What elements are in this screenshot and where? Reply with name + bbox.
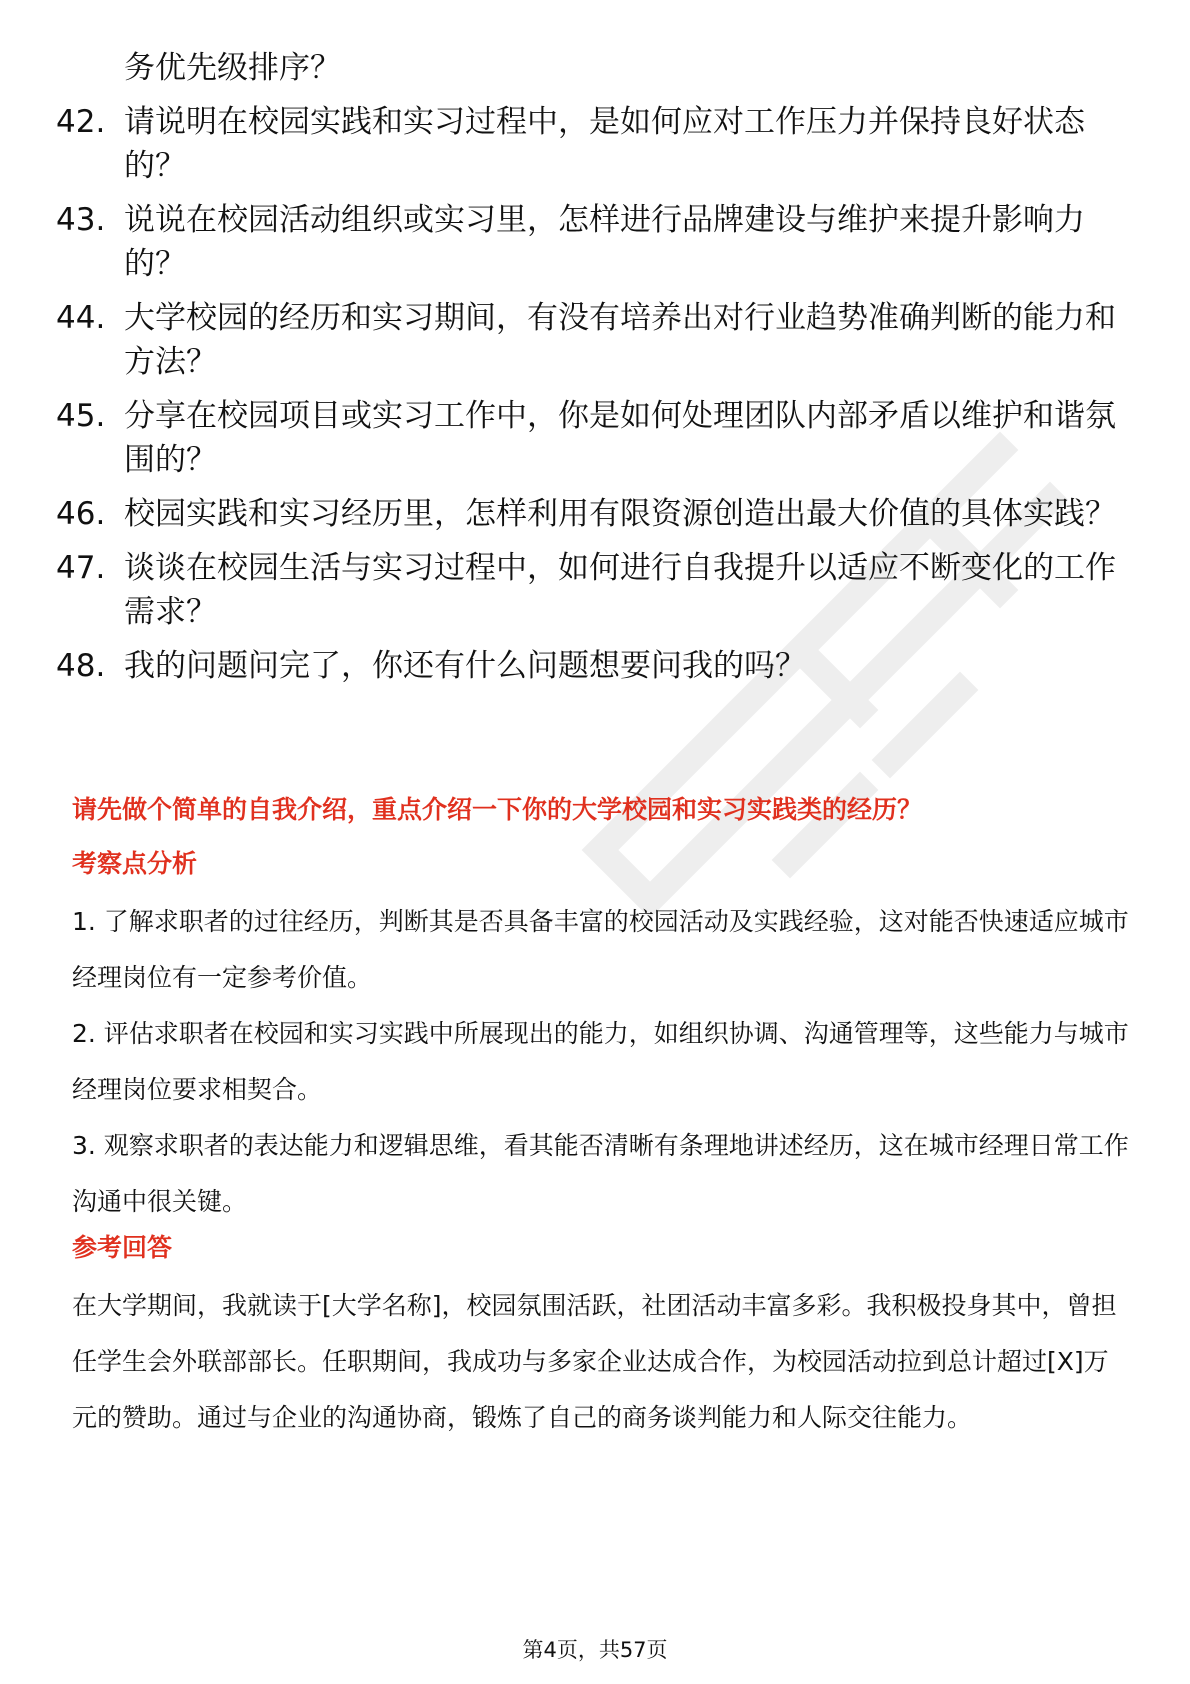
reference-answer: 在大学期间，我就读于[大学名称]，校园氛围活跃，社团活动丰富多彩。我积极投身其中，曾担任学生会外联部部长。任职期间，我成功与多家企业达成合作，为校园活动拉到总计超过[X]万元的赞助。通过与企业的沟通协商，锻炼了自己的商务谈判能力和人际交往能力。 — [72, 1291, 1117, 1432]
question-text: 我的问题问完了，你还有什么问题想要问我的吗？ — [124, 648, 806, 684]
question-number: 43. — [56, 202, 106, 238]
question-item — [56, 394, 1136, 482]
main-question-section — [72, 792, 1132, 828]
question-item — [56, 492, 1136, 536]
analysis-point: 2. 评估求职者在校园和实习实践中所展现出的能力，如组织协调、沟通管理等，这些能力与城市经理岗位要求相契合。 — [72, 1019, 1129, 1104]
question-text: 说说在校园活动组织或实习里，怎样进行品牌建设与维护来提升影响力的？ — [124, 202, 1085, 282]
question-text: 校园实践和实习经历里，怎样利用有限资源创造出最大价值的具体实践？ — [124, 496, 1116, 532]
reference-section — [72, 1230, 1132, 1446]
question-list — [56, 46, 1136, 698]
page-footer: 第4页，共57页 — [522, 1638, 668, 1662]
question-item — [56, 100, 1136, 188]
question-continuation: 务优先级排序？ — [124, 50, 341, 86]
question-number: 48. — [56, 648, 106, 684]
question-item — [56, 546, 1136, 634]
question-text: 请说明在校园实践和实习过程中，是如何应对工作压力并保持良好状态的？ — [124, 104, 1085, 184]
analysis-section — [72, 846, 1132, 1230]
reference-heading: 参考回答 — [72, 1233, 173, 1262]
main-question-heading: 请先做个简单的自我介绍，重点介绍一下你的大学校园和实习实践类的经历？ — [72, 795, 923, 824]
question-text: 谈谈在校园生活与实习过程中，如何进行自我提升以适应不断变化的工作需求？ — [124, 550, 1116, 630]
analysis-point: 1. 了解求职者的过往经历，判断其是否具备丰富的校园活动及实践经验，这对能否快速适应城市经理岗位有一定参考价值。 — [72, 907, 1129, 992]
question-item — [56, 296, 1136, 384]
question-number: 42. — [56, 104, 106, 140]
question-number: 45. — [56, 398, 106, 434]
question-item — [56, 198, 1136, 286]
question-text: 大学校园的经历和实习期间，有没有培养出对行业趋势准确判断的能力和方法？ — [124, 300, 1116, 380]
question-number: 46. — [56, 496, 106, 532]
analysis-point: 3. 观察求职者的表达能力和逻辑思维，看其能否清晰有条理地讲述经历，这在城市经理日常工作沟通中很关键。 — [72, 1131, 1129, 1216]
question-item — [56, 644, 1136, 688]
question-number: 44. — [56, 300, 106, 336]
question-text: 分享在校园项目或实习工作中，你是如何处理团队内部矛盾以维护和谐氛围的？ — [124, 398, 1116, 478]
analysis-heading: 考察点分析 — [72, 849, 198, 878]
question-number: 47. — [56, 550, 106, 586]
